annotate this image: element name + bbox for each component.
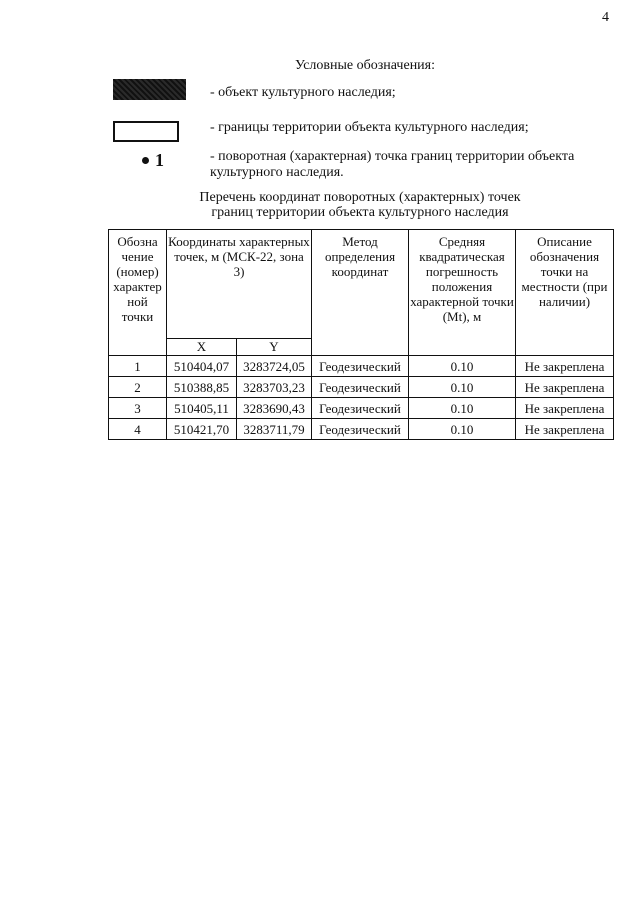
cell-method: Геодезический [312,419,409,440]
header-designation: Обозна чение (номер) характер ной точки [109,230,167,356]
cell-x: 510388,85 [167,377,237,398]
cell-y: 3283703,23 [237,377,312,398]
header-x: X [167,339,237,356]
table-row [109,419,614,440]
cell-x: 510405,11 [167,398,237,419]
legend-item-boundary: - границы территории объекта культурного наследия; [210,120,529,135]
cell-x: 510404,07 [167,356,237,377]
table-title-line-1: Перечень координат поворотных (характерных) точек [199,190,521,205]
page-number: 4 [602,10,609,25]
territory-boundary-swatch [113,121,179,142]
legend-title: Условные обозначения: [294,58,436,73]
table-row [109,377,614,398]
legend-item-turning-point: - поворотная (характерная) точка границ территории объекта культурного наследия. [210,149,575,180]
header-error: Средняя квадратическая погрешность положения характерной точки (Mt), м [409,230,516,356]
cell-method: Геодезический [312,377,409,398]
cell-error: 0.10 [409,377,516,398]
cell-error: 0.10 [409,398,516,419]
legend-item-object: - объект культурного наследия; [210,85,396,100]
cell-y: 3283690,43 [237,398,312,419]
header-method: Метод определения координат [312,230,409,356]
cell-y: 3283711,79 [237,419,312,440]
cultural-heritage-object-swatch [113,79,186,100]
table-title-line-2: границ территории объекта культурного наследия [211,205,509,220]
cell-x: 510421,70 [167,419,237,440]
cell-point-number: 4 [109,419,167,440]
table-row [109,398,614,419]
header-description: Описание обозначения точки на местности (при наличии) [516,230,614,356]
cell-point-number: 2 [109,377,167,398]
cell-error: 0.10 [409,419,516,440]
turning-point-dot-icon [142,157,149,164]
cell-description: Не закреплена [516,419,614,440]
cell-point-number: 1 [109,356,167,377]
cell-error: 0.10 [409,356,516,377]
cell-method: Геодезический [312,356,409,377]
table-row [109,356,614,377]
turning-point-marker [142,150,164,171]
cell-description: Не закреплена [516,356,614,377]
turning-point-marker-label: 1 [155,150,164,170]
cell-point-number: 3 [109,398,167,419]
cell-description: Не закреплена [516,398,614,419]
cell-y: 3283724,05 [237,356,312,377]
cell-method: Геодезический [312,398,409,419]
header-coordinates: Координаты характерных точек, м (МСК-22, зона 3) [167,230,312,339]
table-title [180,190,540,220]
cell-description: Не закреплена [516,377,614,398]
header-y: Y [237,339,312,356]
coordinates-table [108,229,614,440]
